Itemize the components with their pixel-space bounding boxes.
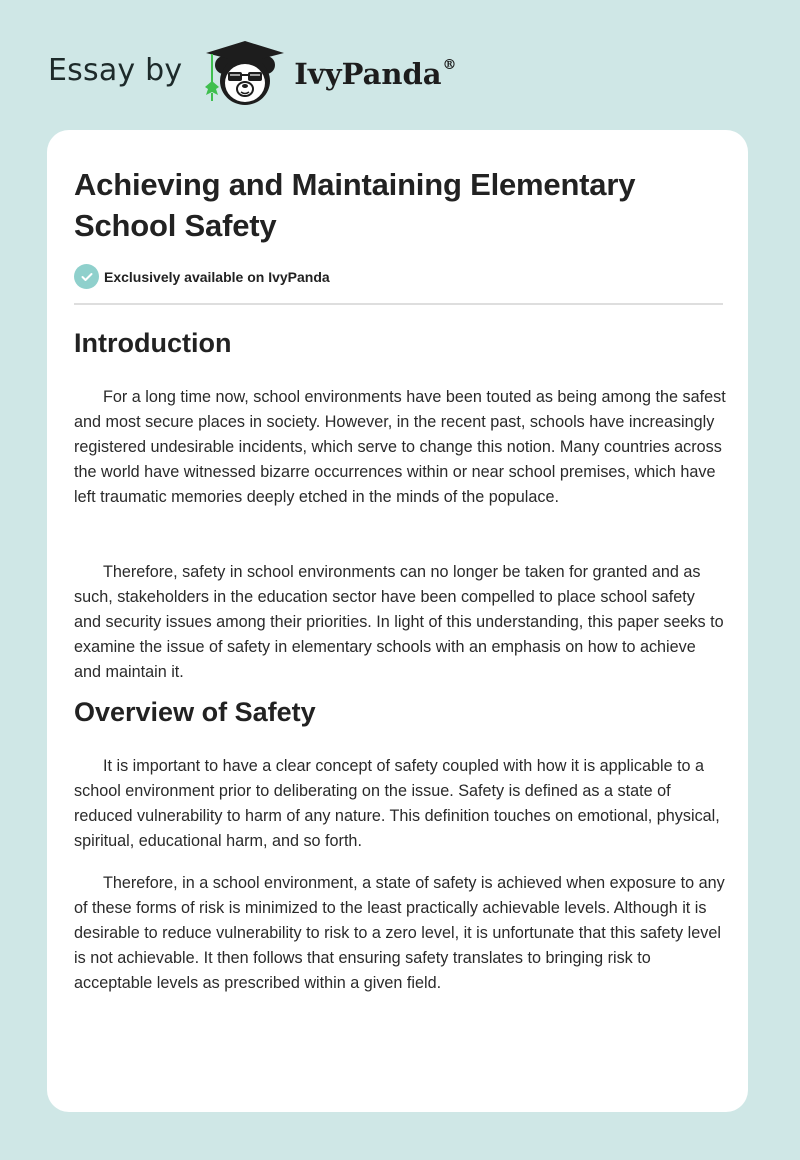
paragraph: Therefore, in a school environment, a state of safety is achieved when exposure to any of these forms of risk is minimized to the least practically achievable levels. Although it is desirable to reduce vulnerability to risk to a zero level, it is unfortunate that this safety level is not achievable. It then follows that ensuring safety translates to bringing risk to acceptable levels as prescribed within a given field. (74, 874, 725, 992)
paragraph: For a long time now, school environments have been touted as being among the safest and most secure places in society. However, in the recent past, schools have increasingly registered undesirable incidents, which serve to change this notion. Many countries across the world have witnessed bizarre occurrences within or near school premises, which have left traumatic memories deeply etched in the minds of the populace. (74, 388, 726, 506)
site-header (48, 34, 457, 110)
exclusive-text: Exclusively available on IvyPanda (104, 268, 330, 285)
check-circle-icon (74, 264, 99, 289)
page-title: Achieving and Maintaining Elementary School Safety (74, 167, 636, 243)
section-heading-introduction: Introduction (74, 328, 232, 358)
essay-card (47, 130, 748, 1112)
brand-text: IvyPanda (294, 57, 442, 91)
title-divider (74, 303, 723, 305)
panda-graduate-icon[interactable] (200, 35, 290, 109)
section-heading-overview: Overview of Safety (74, 697, 316, 727)
essay-by-label: Essay by (48, 52, 183, 88)
exclusive-badge (74, 264, 330, 289)
brand-name[interactable] (294, 57, 456, 91)
paragraph: Therefore, safety in school environments can no longer be taken for granted and as such, stakeholders in the education sector have been compelled to place school safety and security issues among their priorities. In light of this understanding, this paper seeks to examine the issue of safety in elementary schools with an emphasis on how to achieve and maintain it. (74, 563, 724, 681)
paragraph: It is important to have a clear concept of safety coupled with how it is applicable to a school environment prior to deliberating on the issue. Safety is defined as a state of reduced vulnerability to harm of any nature. This definition touches on emotional, physical, spiritual, educational harm, and so forth. (74, 757, 720, 850)
trademark-symbol: ® (442, 57, 457, 74)
